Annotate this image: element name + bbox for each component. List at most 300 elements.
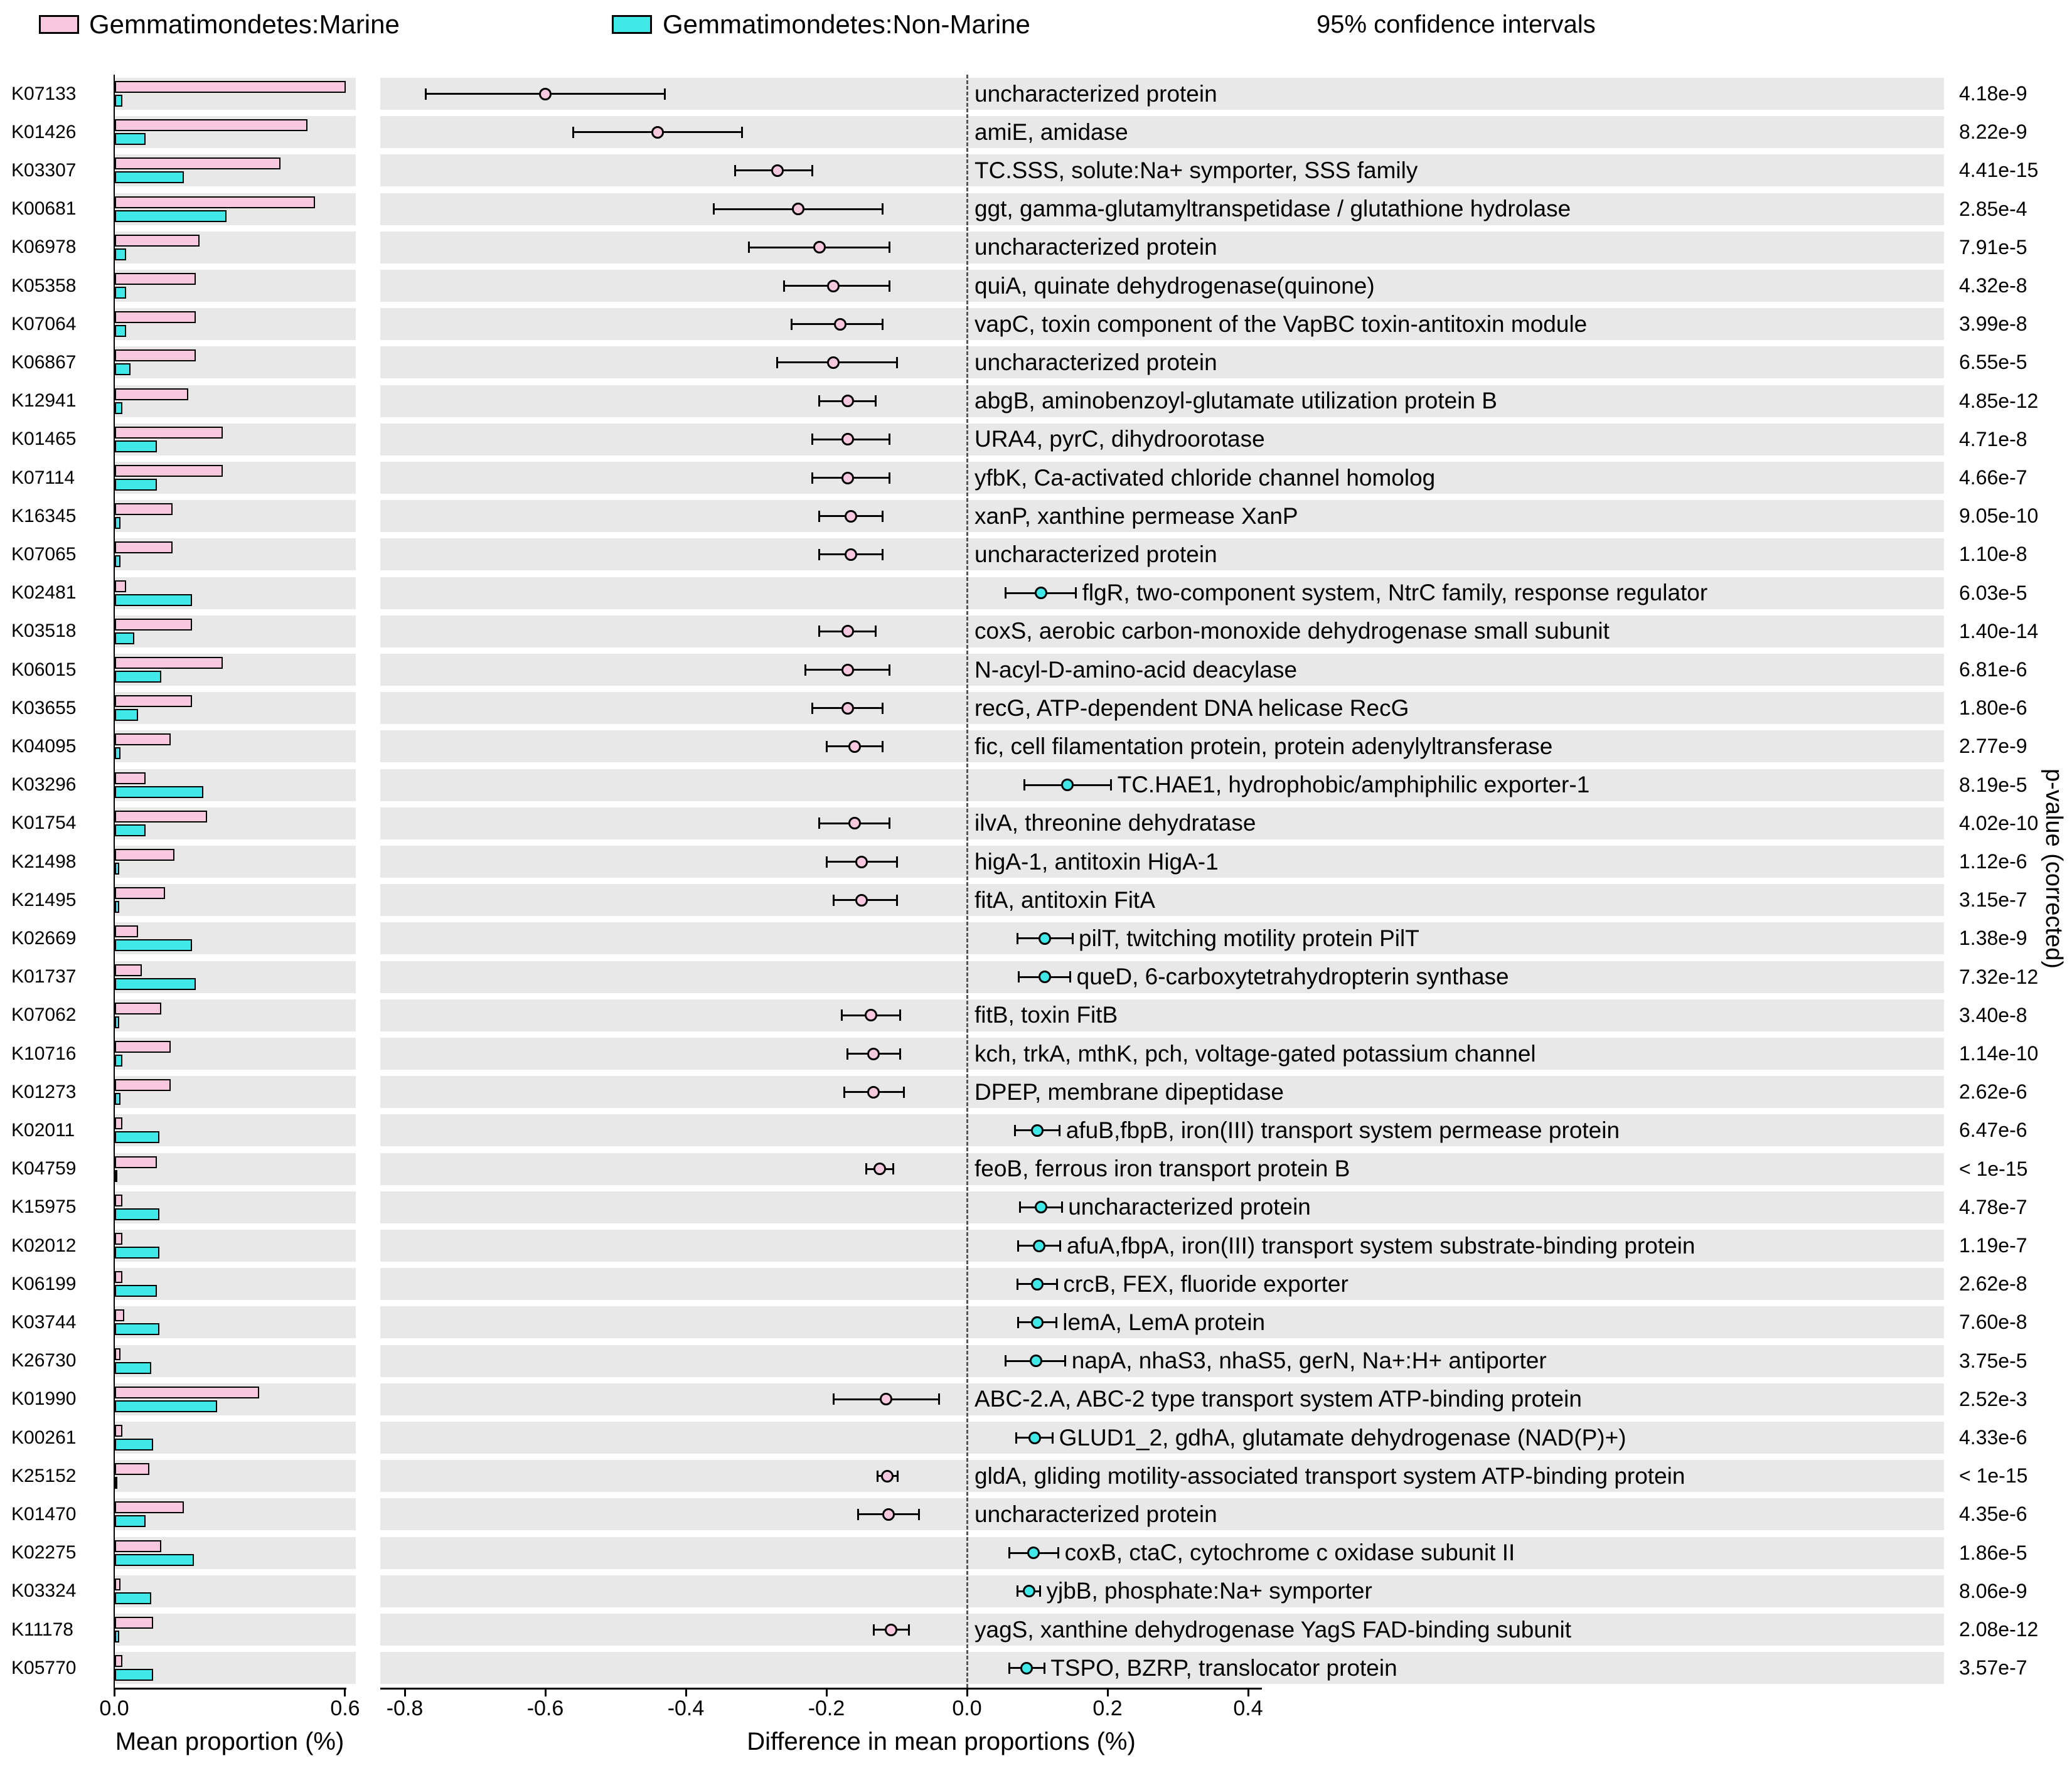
mean-diff-dot bbox=[841, 472, 854, 484]
p-value: 1.12e-6 bbox=[1959, 850, 2027, 873]
marine-bar bbox=[115, 273, 196, 285]
ci-cap-right bbox=[892, 1163, 894, 1174]
ko-label: K02275 bbox=[11, 1542, 77, 1563]
nonmarine-bar bbox=[115, 1439, 153, 1451]
bar-axis-title: Mean proportion (%) bbox=[115, 1728, 344, 1755]
feature-label: quiA, quinate dehydrogenase(quinone) bbox=[975, 272, 1375, 299]
marine-bar bbox=[115, 733, 171, 745]
legend-swatch-nonmarine bbox=[612, 15, 652, 34]
marine-bar bbox=[115, 235, 200, 247]
table-row bbox=[0, 1380, 2072, 1419]
ko-label: K02012 bbox=[11, 1235, 77, 1256]
diff-axis-tick-label: 0.2 bbox=[1092, 1696, 1123, 1720]
table-row bbox=[0, 612, 2072, 651]
ci-cap-left bbox=[1023, 779, 1025, 791]
ci-cap-right bbox=[889, 434, 890, 445]
ko-label: K11178 bbox=[11, 1619, 73, 1640]
nonmarine-bar bbox=[115, 1592, 151, 1604]
diff-axis-tick-label: 0.0 bbox=[952, 1696, 982, 1720]
p-value: 1.10e-8 bbox=[1959, 543, 2027, 566]
mean-diff-dot bbox=[885, 1624, 897, 1636]
row-stripe-bar-panel bbox=[114, 1460, 356, 1492]
ko-label: K05358 bbox=[11, 275, 77, 296]
table-row bbox=[0, 574, 2072, 612]
ci-cap-left bbox=[734, 165, 736, 176]
ci-cap-left bbox=[833, 1393, 835, 1405]
ci-cap-right bbox=[908, 1624, 910, 1636]
table-row bbox=[0, 1495, 2072, 1533]
bar-axis-line bbox=[114, 1688, 346, 1690]
ci-cap-right bbox=[882, 511, 884, 522]
table-row bbox=[0, 1188, 2072, 1227]
ci-cap-left bbox=[1005, 1355, 1007, 1366]
ci-cap-right bbox=[875, 395, 877, 407]
ci-cap-right bbox=[896, 357, 898, 368]
table-row bbox=[0, 843, 2072, 881]
p-value: 7.32e-12 bbox=[1959, 965, 2039, 988]
p-value: 3.99e-8 bbox=[1959, 312, 2027, 336]
p-value: 8.19e-5 bbox=[1959, 773, 2027, 796]
nonmarine-bar bbox=[115, 1515, 146, 1527]
feature-label: fitB, toxin FitB bbox=[975, 1002, 1118, 1028]
mean-diff-dot bbox=[1023, 1585, 1035, 1597]
ko-label: K02669 bbox=[11, 927, 77, 949]
ci-cap-left bbox=[811, 472, 813, 484]
ci-cap-left bbox=[818, 817, 820, 829]
feature-label: ABC-2.A, ABC-2 type transport system ATP-binding protein bbox=[975, 1386, 1582, 1412]
table-row bbox=[0, 651, 2072, 689]
marine-bar bbox=[115, 503, 173, 515]
nonmarine-bar bbox=[115, 632, 134, 644]
ci-cap-left bbox=[1017, 933, 1018, 944]
marine-bar bbox=[115, 1655, 122, 1667]
nonmarine-bar bbox=[115, 1477, 117, 1489]
ko-label: K03744 bbox=[11, 1311, 77, 1333]
marine-bar bbox=[115, 465, 223, 477]
ko-label: K06015 bbox=[11, 659, 77, 680]
p-value: 8.06e-9 bbox=[1959, 1579, 2027, 1602]
ci-cap-right bbox=[897, 1471, 899, 1482]
diff-axis-tick bbox=[404, 1688, 406, 1696]
diff-axis-tick bbox=[1247, 1688, 1249, 1696]
ko-label: K25152 bbox=[11, 1465, 77, 1486]
ci-cap-left bbox=[804, 664, 806, 676]
p-value: 4.02e-10 bbox=[1959, 811, 2039, 834]
table-row bbox=[0, 804, 2072, 843]
ci-cap-left bbox=[748, 242, 750, 253]
p-value: 1.38e-9 bbox=[1959, 927, 2027, 950]
ko-label: K03324 bbox=[11, 1580, 77, 1602]
marine-bar bbox=[115, 1617, 153, 1629]
ci-cap-right bbox=[918, 1509, 920, 1520]
marine-bar bbox=[115, 157, 280, 169]
ci-cap-left bbox=[783, 280, 785, 292]
ci-cap-left bbox=[818, 549, 820, 560]
p-value: 2.62e-8 bbox=[1959, 1272, 2027, 1296]
feature-label: gldA, gliding motility-associated transport system ATP-binding protein bbox=[975, 1462, 1685, 1489]
ci-cap-left bbox=[1005, 587, 1007, 599]
ko-label: K21498 bbox=[11, 851, 77, 872]
table-row bbox=[0, 1265, 2072, 1303]
ci-cap-left bbox=[811, 434, 813, 445]
nonmarine-bar bbox=[115, 479, 157, 491]
ci-cap-right bbox=[882, 703, 884, 714]
nonmarine-bar bbox=[115, 1362, 151, 1374]
p-value: 2.85e-4 bbox=[1959, 197, 2027, 220]
nonmarine-bar bbox=[115, 709, 138, 721]
table-row bbox=[0, 1303, 2072, 1341]
nonmarine-bar bbox=[115, 517, 120, 529]
feature-label: kch, trkA, mthK, pch, voltage-gated potassium channel bbox=[975, 1040, 1536, 1067]
ko-label: K07114 bbox=[11, 467, 75, 488]
ko-label: K07064 bbox=[11, 313, 77, 334]
diff-axis-tick-label: -0.4 bbox=[667, 1696, 705, 1720]
feature-label: ilvA, threonine dehydratase bbox=[975, 810, 1256, 836]
p-value: 4.78e-7 bbox=[1959, 1195, 2027, 1218]
ko-label: K01990 bbox=[11, 1388, 77, 1410]
ci-cap-left bbox=[1017, 1317, 1019, 1328]
mean-diff-dot bbox=[841, 395, 854, 407]
marine-bar bbox=[115, 1117, 122, 1129]
ko-label: K07133 bbox=[11, 83, 77, 104]
p-value: 2.62e-6 bbox=[1959, 1080, 2027, 1104]
nonmarine-bar bbox=[115, 1400, 217, 1412]
ci-cap-right bbox=[882, 203, 884, 215]
nonmarine-bar bbox=[115, 1323, 159, 1335]
ci-cap-left bbox=[826, 856, 828, 868]
marine-bar bbox=[115, 119, 307, 131]
table-row bbox=[0, 689, 2072, 727]
p-value: 4.66e-7 bbox=[1959, 466, 2027, 489]
p-value: 4.18e-9 bbox=[1959, 82, 2027, 105]
ci-cap-left bbox=[857, 1509, 859, 1520]
p-value: 9.05e-10 bbox=[1959, 504, 2039, 528]
feature-label: uncharacterized protein bbox=[975, 1501, 1217, 1527]
p-value: 1.14e-10 bbox=[1959, 1042, 2039, 1065]
ko-label: K00261 bbox=[11, 1427, 77, 1448]
ko-label: K03655 bbox=[11, 697, 77, 718]
mean-diff-dot bbox=[651, 126, 664, 139]
ci-cap-right bbox=[1056, 1279, 1058, 1290]
feature-label: crcB, FEX, fluoride exporter bbox=[1063, 1270, 1348, 1297]
nonmarine-bar bbox=[115, 555, 120, 567]
table-row bbox=[0, 459, 2072, 497]
marine-bar bbox=[115, 349, 196, 361]
table-row bbox=[0, 919, 2072, 957]
marine-bar bbox=[115, 1195, 122, 1206]
zero-reference-line bbox=[966, 75, 968, 1688]
ci-cap-right bbox=[889, 242, 890, 253]
ci-cap-right bbox=[882, 741, 884, 752]
mean-diff-dot bbox=[865, 1009, 877, 1021]
nonmarine-bar bbox=[115, 1247, 159, 1259]
nonmarine-bar bbox=[115, 1208, 159, 1220]
feature-label: vapC, toxin component of the VapBC toxin-antitoxin module bbox=[975, 311, 1588, 337]
mean-diff-dot bbox=[841, 433, 854, 445]
ko-label: K07065 bbox=[11, 543, 77, 565]
table-row bbox=[0, 1649, 2072, 1687]
marine-bar bbox=[115, 196, 315, 208]
table-row bbox=[0, 1457, 2072, 1495]
table-row bbox=[0, 382, 2072, 420]
ci-cap-left bbox=[713, 203, 715, 215]
p-value: 1.86e-5 bbox=[1959, 1541, 2027, 1564]
ci-cap-right bbox=[1039, 1585, 1041, 1597]
mean-diff-dot bbox=[539, 88, 552, 100]
marine-bar bbox=[115, 427, 223, 439]
ko-label: K07062 bbox=[11, 1004, 77, 1026]
feature-label: xanP, xanthine permease XanP bbox=[975, 503, 1298, 529]
p-value: 7.91e-5 bbox=[1959, 235, 2027, 258]
marine-bar bbox=[115, 925, 138, 937]
mean-diff-dot bbox=[841, 664, 854, 676]
row-stripe-diff-panel bbox=[380, 999, 1944, 1031]
nonmarine-bar bbox=[115, 671, 161, 683]
ci-cap-left bbox=[776, 357, 778, 368]
p-value: 8.22e-9 bbox=[1959, 120, 2027, 144]
marine-bar bbox=[115, 811, 207, 823]
bar-axis-tick-label: 0.0 bbox=[99, 1696, 129, 1720]
nonmarine-bar bbox=[115, 1285, 157, 1297]
row-stripe-diff-panel bbox=[380, 884, 1944, 916]
nonmarine-bar bbox=[115, 786, 203, 798]
nonmarine-bar bbox=[115, 248, 126, 260]
ko-label: K16345 bbox=[11, 505, 77, 526]
feature-label: feoB, ferrous iron transport protein B bbox=[975, 1156, 1350, 1182]
ci-cap-right bbox=[1075, 587, 1077, 599]
marine-bar bbox=[115, 311, 196, 323]
mean-diff-dot bbox=[1035, 587, 1047, 599]
nonmarine-bar bbox=[115, 95, 122, 107]
ci-cap-right bbox=[1055, 1317, 1057, 1328]
legend-label-nonmarine: Gemmatimondetes:Non-Marine bbox=[663, 9, 1030, 39]
nonmarine-bar bbox=[115, 171, 184, 183]
ko-label: K12941 bbox=[11, 390, 77, 412]
p-value-axis-title: p-value (corrected) bbox=[2041, 769, 2067, 969]
ko-label: K02481 bbox=[11, 582, 77, 604]
ci-cap-left bbox=[425, 88, 427, 100]
ci-cap-left bbox=[791, 319, 793, 330]
nonmarine-bar bbox=[115, 1093, 120, 1105]
diff-axis-line bbox=[380, 1688, 1262, 1690]
ko-label: K03296 bbox=[11, 774, 77, 796]
marine-bar bbox=[115, 887, 165, 899]
ko-label: K21495 bbox=[11, 889, 77, 910]
ko-label: K05770 bbox=[11, 1657, 77, 1678]
ci-cap-left bbox=[846, 1048, 848, 1060]
ci-cap-right bbox=[1072, 933, 1074, 944]
bar-axis-tick bbox=[344, 1688, 346, 1696]
diff-axis-tick-label: -0.8 bbox=[386, 1696, 424, 1720]
nonmarine-bar bbox=[115, 440, 157, 452]
p-value: < 1e-15 bbox=[1959, 1157, 2028, 1180]
ci-cap-right bbox=[1057, 1547, 1059, 1558]
ci-cap-left bbox=[877, 1471, 878, 1482]
nonmarine-bar bbox=[115, 210, 227, 222]
ci-cap-left bbox=[818, 395, 820, 407]
mean-diff-dot bbox=[848, 740, 861, 753]
ci-cap-right bbox=[1061, 1201, 1063, 1213]
ci-cap-left bbox=[1019, 1201, 1021, 1213]
ci-cap-left bbox=[1017, 1240, 1019, 1252]
ci-cap-right bbox=[903, 1087, 905, 1098]
p-value: 3.75e-5 bbox=[1959, 1349, 2027, 1372]
feature-label: N-acyl-D-amino-acid deacylase bbox=[975, 656, 1298, 683]
marine-bar bbox=[115, 388, 188, 400]
mean-diff-dot bbox=[867, 1048, 880, 1060]
diff-axis-tick-label: -0.6 bbox=[526, 1696, 564, 1720]
marine-bar bbox=[115, 657, 223, 669]
marine-bar bbox=[115, 541, 173, 553]
p-value: 6.81e-6 bbox=[1959, 658, 2027, 681]
feature-label: GLUD1_2, gdhA, glutamate dehydrogenase (NAD(P)+) bbox=[1059, 1424, 1626, 1451]
ci-cap-right bbox=[1069, 971, 1071, 982]
ci-cap-left bbox=[1017, 1585, 1018, 1597]
ci-cap-right bbox=[811, 165, 813, 176]
ko-label: K01470 bbox=[11, 1503, 77, 1525]
p-value: 6.03e-5 bbox=[1959, 581, 2027, 604]
mean-diff-dot bbox=[1033, 1240, 1045, 1252]
p-value: 6.47e-6 bbox=[1959, 1119, 2027, 1142]
p-value: < 1e-15 bbox=[1959, 1464, 2028, 1488]
table-row bbox=[0, 151, 2072, 189]
marine-bar bbox=[115, 580, 126, 592]
nonmarine-bar bbox=[115, 594, 192, 606]
feature-label: higA-1, antitoxin HigA-1 bbox=[975, 848, 1219, 875]
ci-cap-right bbox=[1044, 1663, 1045, 1674]
mean-diff-dot bbox=[771, 164, 784, 177]
mean-diff-dot bbox=[855, 856, 868, 868]
ko-label: K01273 bbox=[11, 1081, 77, 1102]
ko-label: K06978 bbox=[11, 237, 77, 258]
ci-cap-right bbox=[899, 1048, 901, 1060]
nonmarine-bar bbox=[115, 939, 192, 951]
ci-cap-right bbox=[889, 472, 890, 484]
mean-diff-dot bbox=[1028, 1432, 1041, 1444]
nonmarine-bar bbox=[115, 402, 122, 414]
ci-cap-left bbox=[1014, 1125, 1016, 1136]
ci-cap-left bbox=[841, 1009, 843, 1021]
ko-label: K00681 bbox=[11, 198, 77, 220]
ko-label: K03518 bbox=[11, 620, 77, 642]
feature-label: yfbK, Ca-activated chloride channel homolog bbox=[975, 464, 1436, 491]
ko-label: K06199 bbox=[11, 1273, 77, 1294]
p-value: 4.71e-8 bbox=[1959, 427, 2027, 450]
confidence-interval-note: 95% confidence intervals bbox=[1316, 10, 1596, 38]
ko-label: K10716 bbox=[11, 1043, 77, 1064]
ci-cap-left bbox=[1018, 971, 1020, 982]
ko-label: K04759 bbox=[11, 1158, 77, 1179]
table-row bbox=[0, 1342, 2072, 1380]
feature-label: uncharacterized protein bbox=[975, 541, 1217, 567]
mean-diff-dot bbox=[1031, 1278, 1044, 1291]
feature-label: TSPO, BZRP, translocator protein bbox=[1050, 1654, 1397, 1681]
table-row bbox=[0, 267, 2072, 305]
nonmarine-bar bbox=[115, 363, 131, 375]
table-row bbox=[0, 1073, 2072, 1111]
feature-label: amiE, amidase bbox=[975, 119, 1128, 145]
marine-bar bbox=[115, 81, 346, 93]
legend-swatch-marine bbox=[39, 15, 79, 34]
marine-bar bbox=[115, 772, 146, 784]
mean-diff-dot bbox=[855, 894, 868, 907]
ci-cap-right bbox=[1059, 1125, 1060, 1136]
ci-cap-left bbox=[833, 895, 835, 906]
mean-diff-dot bbox=[882, 1508, 895, 1521]
table-row bbox=[0, 535, 2072, 573]
ci-cap-left bbox=[818, 511, 820, 522]
feature-label: TC.HAE1, hydrophobic/amphiphilic exporter-1 bbox=[1117, 772, 1590, 798]
ci-cap-left bbox=[1017, 1279, 1018, 1290]
p-value: 2.08e-12 bbox=[1959, 1618, 2039, 1641]
nonmarine-bar bbox=[115, 1554, 194, 1566]
feature-label: fic, cell filamentation protein, protein adenylyltransferase bbox=[975, 733, 1553, 759]
table-row bbox=[0, 727, 2072, 765]
ci-cap-right bbox=[896, 856, 898, 868]
marine-bar bbox=[115, 964, 142, 976]
mean-diff-dot bbox=[1031, 1316, 1044, 1329]
mean-diff-dot bbox=[867, 1086, 880, 1099]
bar-panel-y-axis bbox=[114, 75, 115, 1688]
ci-cap-left bbox=[843, 1087, 845, 1098]
ci-cap-right bbox=[896, 895, 898, 906]
diff-axis-tick bbox=[966, 1688, 968, 1696]
marine-bar bbox=[115, 1041, 171, 1053]
marine-bar bbox=[115, 1079, 171, 1091]
feature-label: coxS, aerobic carbon-monoxide dehydrogenase small subunit bbox=[975, 618, 1610, 644]
feature-label: afuA,fbpA, iron(III) transport system substrate-binding protein bbox=[1066, 1232, 1696, 1259]
p-value: 1.80e-6 bbox=[1959, 696, 2027, 720]
table-row bbox=[0, 1111, 2072, 1149]
diff-axis-tick-label: -0.2 bbox=[808, 1696, 845, 1720]
diff-axis-tick-label: 0.4 bbox=[1233, 1696, 1263, 1720]
nonmarine-bar bbox=[115, 1131, 159, 1143]
feature-label: uncharacterized protein bbox=[1068, 1194, 1311, 1220]
ci-cap-left bbox=[1008, 1547, 1010, 1558]
p-value: 3.15e-7 bbox=[1959, 888, 2027, 912]
ko-label: K02011 bbox=[11, 1119, 75, 1141]
feature-label: flgR, two-component system, NtrC family, response regulator bbox=[1082, 580, 1708, 606]
table-row bbox=[0, 305, 2072, 343]
feature-label: lemA, LemA protein bbox=[1062, 1309, 1266, 1335]
nonmarine-bar bbox=[115, 978, 196, 990]
feature-label: URA4, pyrC, dihydroorotase bbox=[975, 426, 1265, 452]
ci-cap-right bbox=[899, 1009, 901, 1021]
feature-label: uncharacterized protein bbox=[975, 234, 1217, 260]
table-row bbox=[0, 228, 2072, 267]
nonmarine-bar bbox=[115, 1016, 119, 1028]
nonmarine-bar bbox=[115, 1669, 153, 1681]
table-row bbox=[0, 1534, 2072, 1572]
p-value: 1.40e-14 bbox=[1959, 619, 2039, 642]
table-row bbox=[0, 1572, 2072, 1611]
p-value: 3.40e-8 bbox=[1959, 1003, 2027, 1026]
table-row bbox=[0, 497, 2072, 535]
marine-bar bbox=[115, 1463, 149, 1475]
feature-label: afuB,fbpB, iron(III) transport system permease protein bbox=[1065, 1117, 1620, 1143]
marine-bar bbox=[115, 1156, 157, 1168]
ci-cap-right bbox=[741, 127, 743, 138]
feature-label: napA, nhaS3, nhaS5, gerN, Na+:H+ antiporter bbox=[1071, 1348, 1547, 1374]
table-row bbox=[0, 958, 2072, 996]
marine-bar bbox=[115, 849, 174, 861]
diff-axis-tick bbox=[1107, 1688, 1109, 1696]
ci-cap-right bbox=[1110, 779, 1112, 791]
diff-axis-tick bbox=[826, 1688, 828, 1696]
p-value: 1.19e-7 bbox=[1959, 1234, 2027, 1257]
ci-cap-left bbox=[811, 703, 813, 714]
nonmarine-bar bbox=[115, 1170, 117, 1182]
